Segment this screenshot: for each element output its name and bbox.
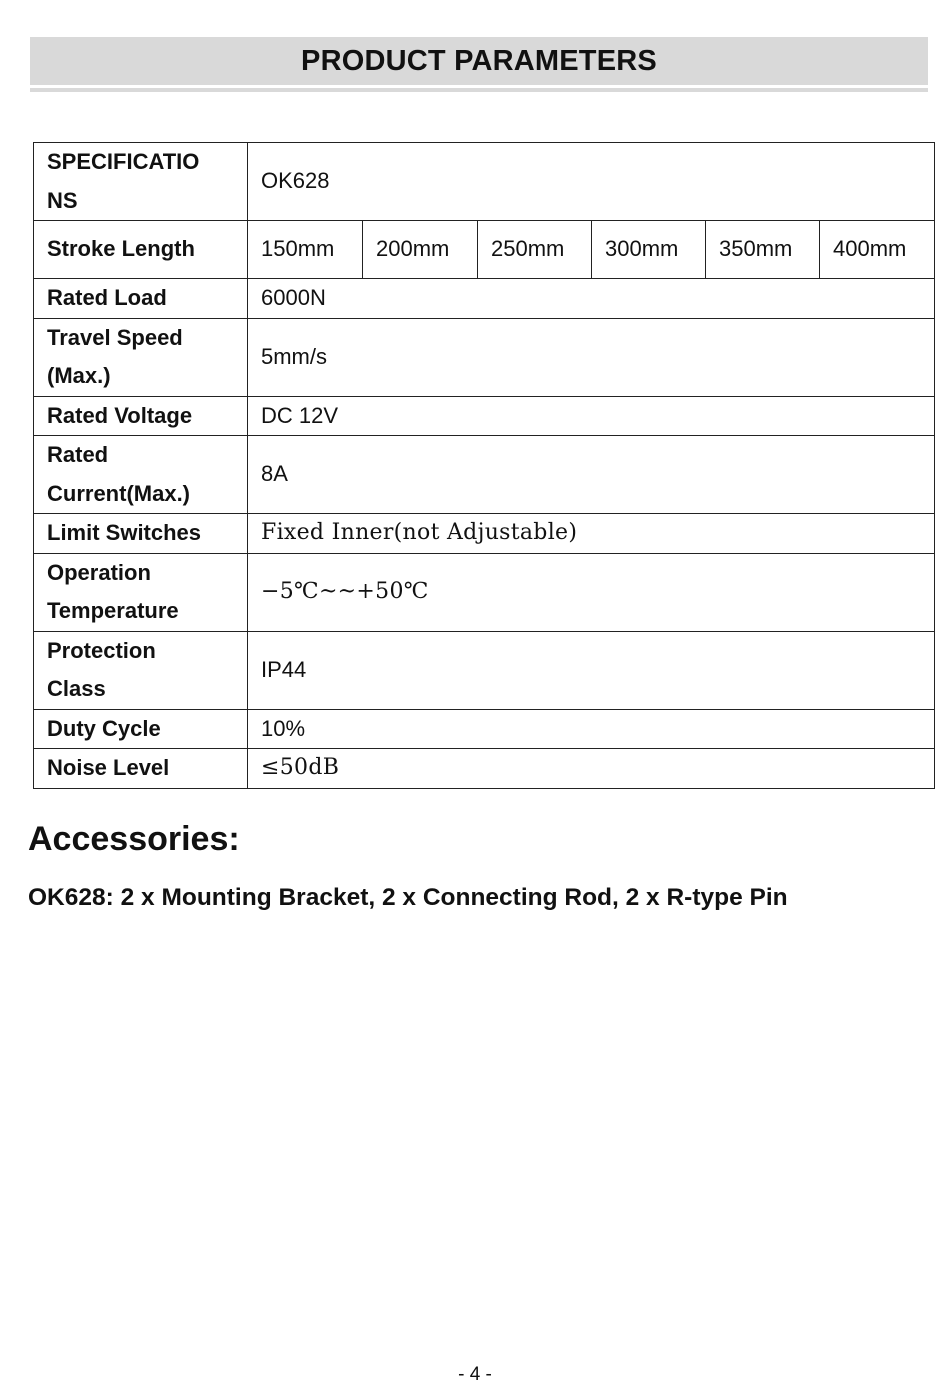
spec-value-rated-load: 6000N xyxy=(248,279,935,319)
table-row xyxy=(34,279,935,319)
spec-label-limit-switches: Limit Switches xyxy=(34,514,248,554)
accessories-heading: Accessories: xyxy=(28,820,240,858)
table-row xyxy=(34,709,935,749)
label-line: Protection xyxy=(47,637,156,663)
stroke-value: 250mm xyxy=(478,221,592,279)
spec-value-protection-class: IP44 xyxy=(248,631,935,709)
stroke-value: 150mm xyxy=(248,221,363,279)
spec-label-specifications xyxy=(34,143,248,221)
table-row xyxy=(34,749,935,789)
stroke-value: 300mm xyxy=(592,221,706,279)
spec-label-protection-class xyxy=(34,631,248,709)
spec-value-noise-level: ≤50dB xyxy=(248,749,935,789)
label-line: SPECIFICATIO xyxy=(47,149,200,174)
spec-label-rated-voltage: Rated Voltage xyxy=(34,396,248,436)
label-line: Rated xyxy=(47,442,109,467)
product-parameters-table xyxy=(33,142,935,789)
table-row xyxy=(34,221,935,279)
label-line: Travel Speed xyxy=(47,324,183,350)
spec-value-rated-current: 8A xyxy=(248,436,935,514)
spec-value-travel-speed: 5mm/s xyxy=(248,318,935,396)
spec-label-rated-load: Rated Load xyxy=(34,279,248,319)
header-divider xyxy=(30,88,928,92)
spec-label-travel-speed xyxy=(34,318,248,396)
stroke-value: 350mm xyxy=(706,221,820,279)
spec-value-rated-voltage: DC 12V xyxy=(248,396,935,436)
spec-label-duty-cycle: Duty Cycle xyxy=(34,709,248,749)
page-number: - 4 - xyxy=(458,1364,492,1385)
label-line: (Max.) xyxy=(47,363,111,388)
stroke-value: 400mm xyxy=(820,221,935,279)
label-line: Operation xyxy=(47,559,151,585)
spec-value-duty-cycle: 10% xyxy=(248,709,935,749)
stroke-value: 200mm xyxy=(363,221,478,279)
spec-label-operation-temperature xyxy=(34,553,248,631)
table-row xyxy=(34,318,935,396)
spec-label-rated-current xyxy=(34,436,248,514)
spec-value-limit-switches: Fixed Inner(not Adjustable) xyxy=(248,514,935,554)
table-row xyxy=(34,436,935,514)
label-line: Temperature xyxy=(47,598,179,623)
table-row xyxy=(34,143,935,221)
spec-label-stroke-length: Stroke Length xyxy=(34,221,248,279)
header-band xyxy=(30,37,928,85)
table-row xyxy=(34,396,935,436)
page-title: PRODUCT PARAMETERS xyxy=(301,44,657,77)
spec-value-operation-temperature: −5℃~~+50℃ xyxy=(248,553,935,631)
accessories-list: OK628: 2 x Mounting Bracket, 2 x Connecting Rod, 2 x R-type Pin xyxy=(28,884,788,911)
table-row xyxy=(34,514,935,554)
table-row xyxy=(34,553,935,631)
label-line: NS xyxy=(47,187,78,213)
table-row xyxy=(34,631,935,709)
spec-label-noise-level: Noise Level xyxy=(34,749,248,789)
label-line: Current(Max.) xyxy=(47,480,191,506)
spec-value-model: OK628 xyxy=(248,143,935,221)
label-line: Class xyxy=(47,676,106,701)
